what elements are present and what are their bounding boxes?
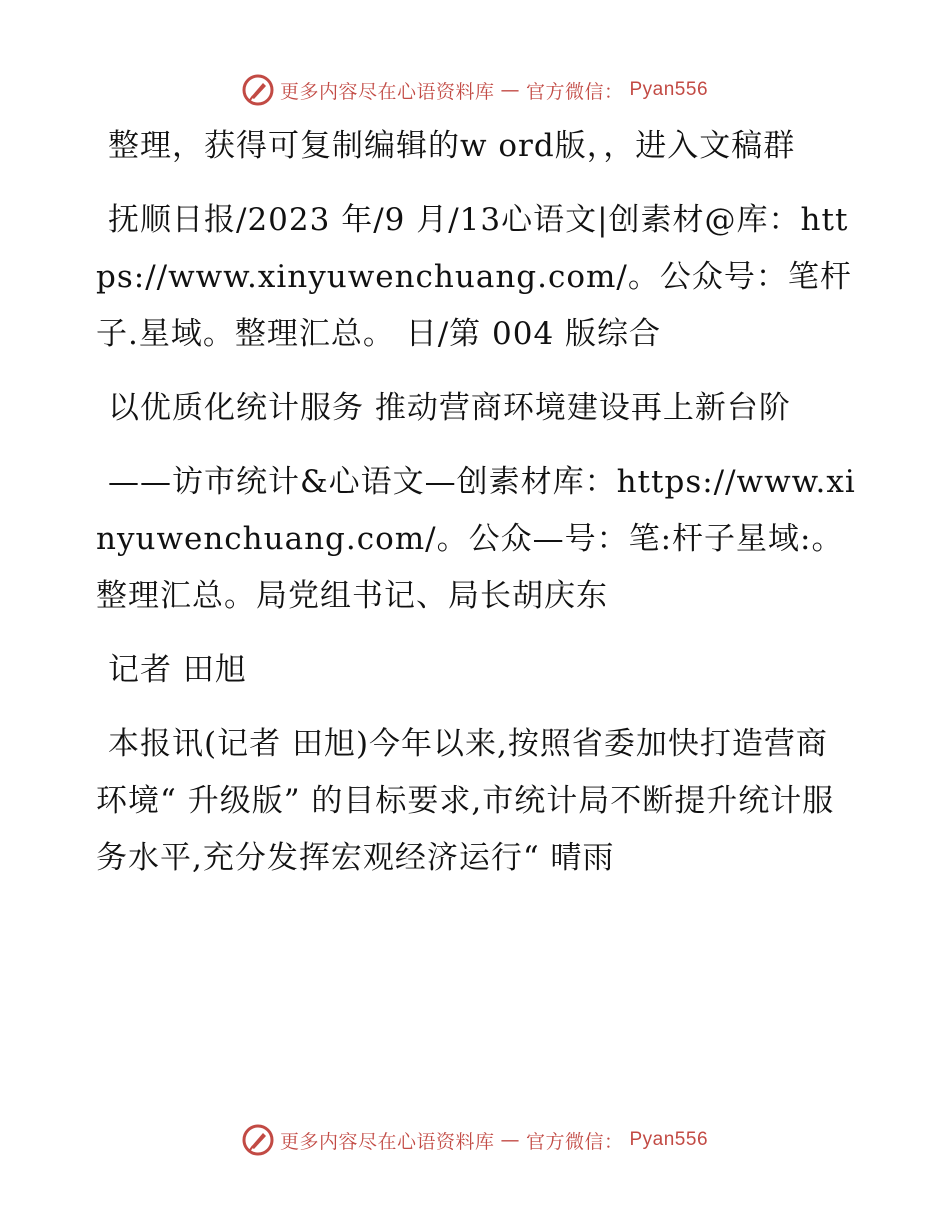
watermark-prefix: 官方微信： [525, 80, 624, 103]
document-body [96, 118, 856, 904]
footer-watermark [0, 1120, 950, 1160]
paragraph-intro: 整理，获得可复制编辑的w ord版，，进入文稿群 [108, 128, 796, 164]
watermark-dash: — [500, 1129, 520, 1151]
watermark-handle: Pyan556 [629, 79, 709, 100]
watermark-label: 更多内容尽在心语资料库 [279, 80, 495, 103]
watermark-dash: — [500, 79, 520, 101]
watermark-handle: Pyan556 [629, 1129, 709, 1150]
article-byline: 记者 田旭 [108, 652, 247, 688]
article-body-paragraph: 本报讯(记者 田旭)今年以来,按照省委加快打造营商环境“ 升级版” 的目标要求,市统计局不断提升统计服务水平,充分发挥宏观经济运行“ 晴雨 [96, 726, 835, 876]
paragraph-source: 抚顺日报/2023 年/9 月/13心语文|创素材@库：https://www.xinyuwenchuang.com/。公众号：笔杆子.星域。整理汇总。 日/第 004 版综合 [96, 202, 852, 352]
watermark-label: 更多内容尽在心语资料库 [279, 1130, 495, 1153]
article-subheadline: ——访市统计&心语文—创素材库：https://www.xinyuwenchuang.com/。公众—号：笔:杆子星域:。整理汇总。局党组书记、局长胡庆东 [96, 464, 856, 614]
quill-logo-icon [242, 1124, 274, 1156]
quill-logo-icon [242, 74, 274, 106]
watermark-prefix: 官方微信： [525, 1130, 624, 1153]
article-headline: 以优质化统计服务 推动营商环境建设再上新台阶 [108, 390, 791, 426]
header-watermark [0, 70, 950, 110]
